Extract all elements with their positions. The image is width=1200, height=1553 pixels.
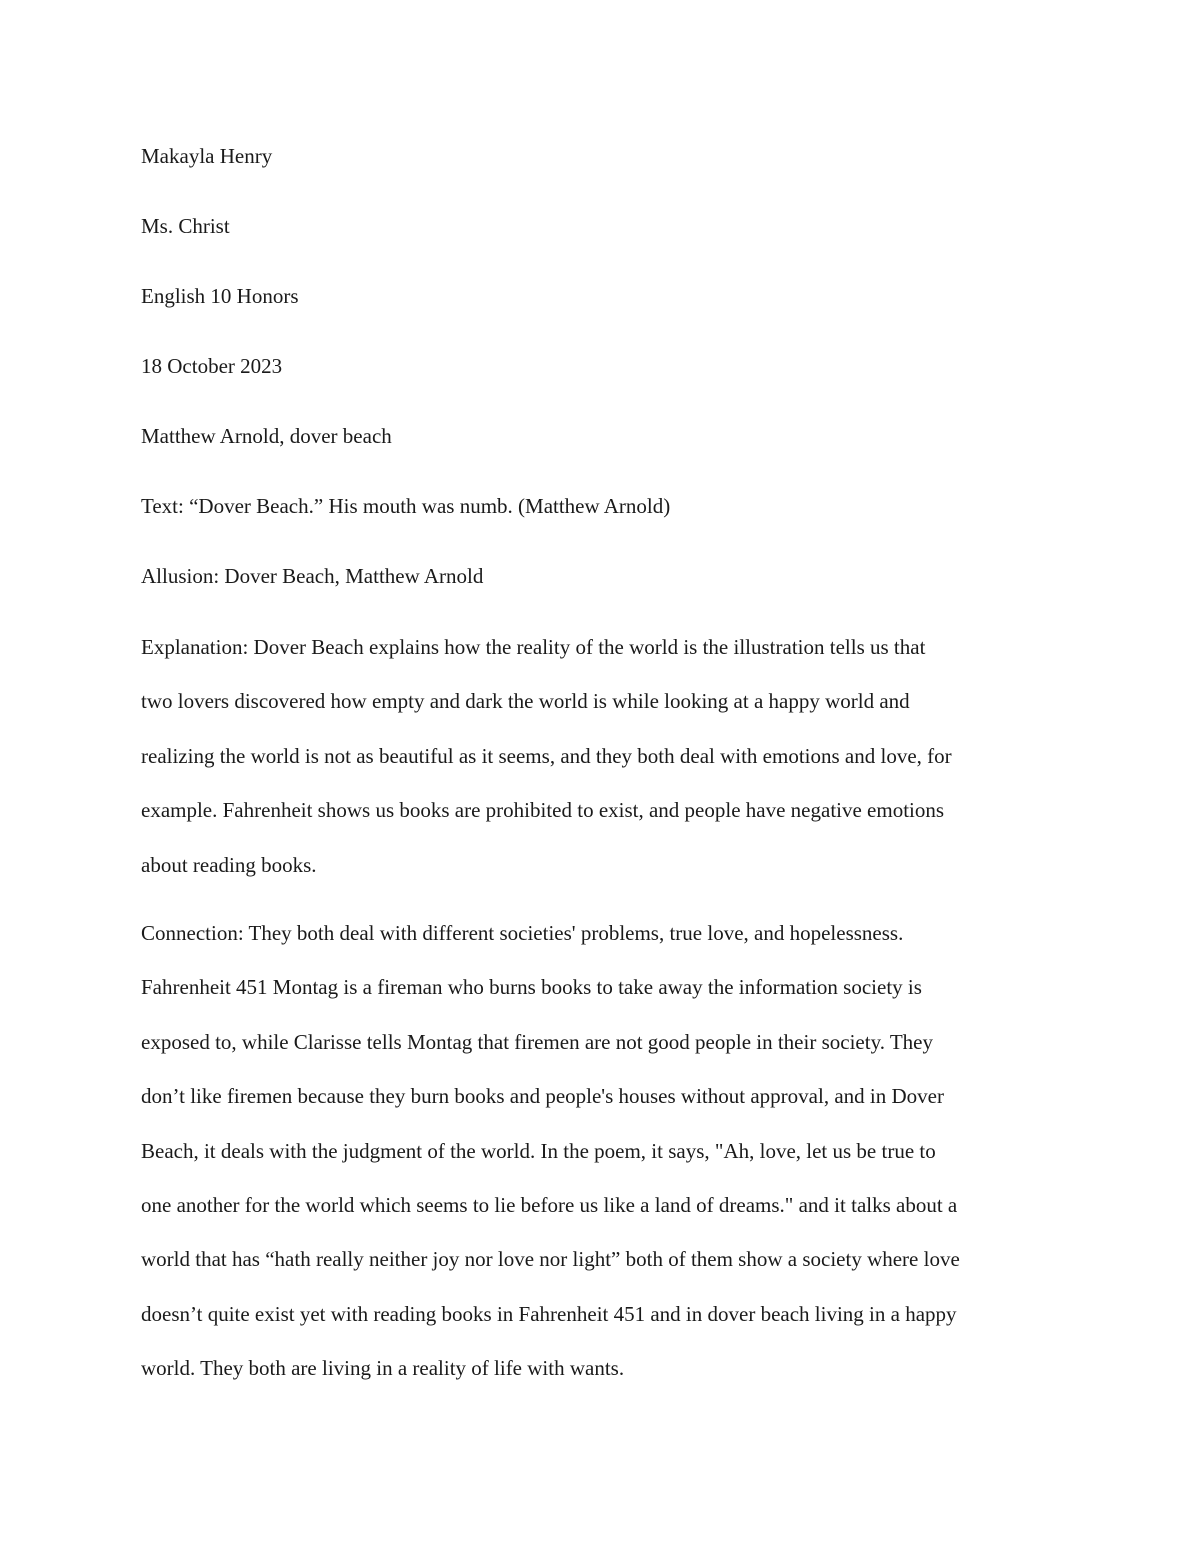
document-date: 18 October 2023: [141, 354, 283, 378]
connection-line: one another for the world which seems to lie before us like a land of dreams." and it talks about a: [141, 1192, 958, 1217]
connection-paragraph: [141, 906, 1066, 1396]
course-name: English 10 Honors: [141, 284, 299, 308]
explanation-paragraph: [141, 620, 1066, 892]
student-name: Makayla Henry: [141, 144, 273, 168]
connection-line: don’t like firemen because they burn books and people's houses without approval, and in Dover: [141, 1084, 944, 1109]
explanation-line: example. Fahrenheit shows us books are prohibited to exist, and people have negative emotions: [141, 798, 945, 823]
explanation-line: Explanation: Dover Beach explains how the reality of the world is the illustration tells us that: [141, 635, 926, 659]
connection-line: world. They both are living in a reality of life with wants.: [141, 1356, 625, 1381]
text-line: Text: “Dover Beach.” His mouth was numb. (Matthew Arnold): [141, 494, 671, 518]
connection-line: world that has “hath really neither joy nor love nor light” both of them show a society where love: [141, 1247, 960, 1272]
teacher-name: Ms. Christ: [141, 214, 230, 238]
connection-line: Connection: They both deal with different societies' problems, true love, and hopelessness.: [141, 920, 904, 945]
topic-line: Matthew Arnold, dover beach: [141, 424, 392, 448]
connection-line: exposed to, while Clarisse tells Montag that firemen are not good people in their society. They: [141, 1029, 933, 1054]
explanation-line: realizing the world is not as beautiful as it seems, and they both deal with emotions and love, for: [141, 743, 952, 768]
explanation-line: about reading books.: [141, 852, 317, 877]
explanation-line: two lovers discovered how empty and dark the world is while looking at a happy world and: [141, 689, 910, 714]
document-body: [141, 139, 1066, 1409]
connection-line: Fahrenheit 451 Montag is a fireman who burns books to take away the information society is: [141, 975, 922, 1000]
connection-line: doesn’t quite exist yet with reading books in Fahrenheit 451 and in dover beach living in a happy: [141, 1301, 957, 1326]
connection-line: Beach, it deals with the judgment of the world. In the poem, it says, "Ah, love, let us be true to: [141, 1138, 936, 1163]
allusion-line: Allusion: Dover Beach, Matthew Arnold: [141, 564, 484, 588]
